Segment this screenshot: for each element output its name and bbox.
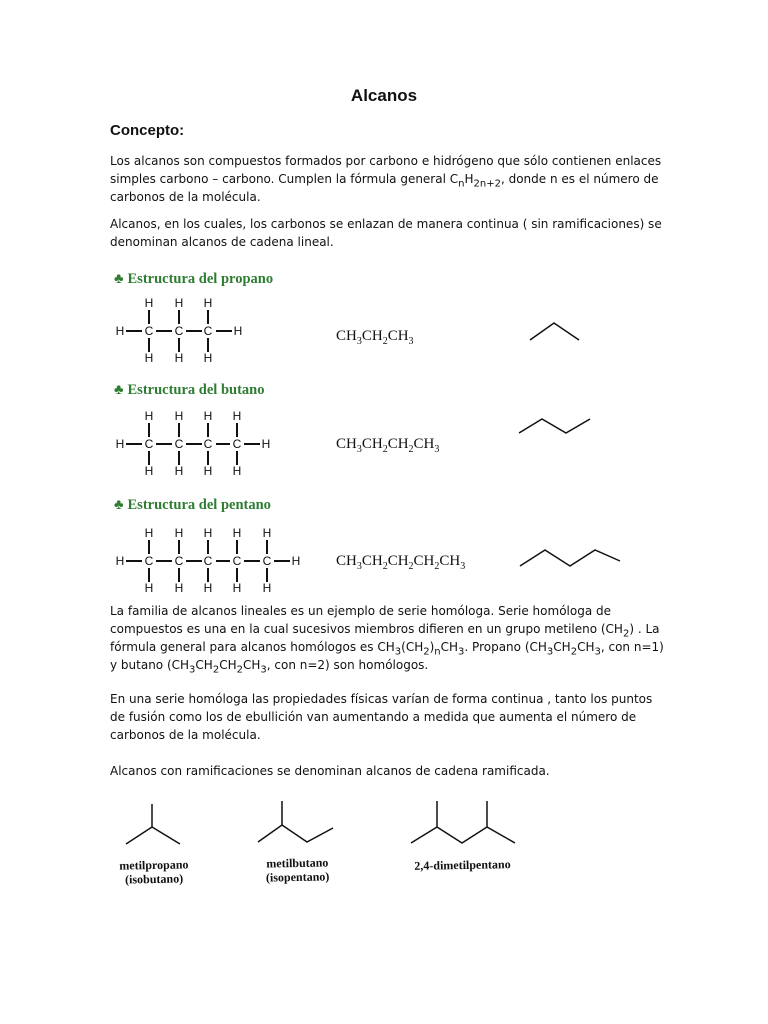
- atom-c: C: [174, 437, 184, 451]
- caption-metilpropano: metilpropano (isobutano): [119, 857, 189, 887]
- atom-c: C: [232, 437, 242, 451]
- atom-c: C: [144, 324, 154, 338]
- atom-h: H: [144, 581, 154, 595]
- skeletal-dimetilpentano: [407, 798, 522, 848]
- atom-c: C: [203, 437, 213, 451]
- atom-h: H: [262, 581, 272, 595]
- atom-c: C: [203, 324, 213, 338]
- formula-pentano: $CH_3CH_2CH_2CH_2CH_3$: [336, 553, 466, 572]
- atom-h: H: [233, 324, 243, 338]
- atom-h: H: [232, 464, 242, 478]
- atom-c: C: [262, 554, 272, 568]
- paragraph-homologous: La familia de alcanos lineales es un ejemplo de serie homóloga. Serie homóloga de compuestos es una en la cual sucesivos miembros difieren en un grupo metileno $(CH_2)$ . La fórmula general para alcanos homólogos es $CH_3(CH_2)_nCH_3$. Propano ($CH_3CH_2CH_3$, con n=1) y butano ($CH_3CH_2CH_2CH_3$, con n=2) son homólogos.: [110, 604, 664, 676]
- atom-c: C: [144, 554, 154, 568]
- atom-h: H: [174, 409, 184, 423]
- atom-h: H: [203, 351, 213, 365]
- atom-h: H: [203, 526, 213, 540]
- skeletal-pentano: [518, 547, 628, 571]
- atom-h: H: [174, 296, 184, 310]
- atom-h: H: [203, 581, 213, 595]
- atom-h: H: [232, 409, 242, 423]
- atom-h: H: [203, 464, 213, 478]
- atom-c: C: [174, 554, 184, 568]
- atom-h: H: [144, 351, 154, 365]
- atom-h: H: [203, 409, 213, 423]
- section-title-pentano: ♣ Estructura del pentano: [114, 497, 271, 513]
- atom-h: H: [115, 437, 125, 451]
- club-icon: ♣: [114, 497, 124, 513]
- skeletal-metilbutano: [255, 798, 340, 848]
- atom-h: H: [115, 554, 125, 568]
- atom-c: C: [144, 437, 154, 451]
- atom-h: H: [174, 351, 184, 365]
- paragraph-branched: Alcanos con ramificaciones se denominan alcanos de cadena ramificada.: [110, 764, 550, 778]
- atom-c: C: [174, 324, 184, 338]
- atom-c: C: [203, 554, 213, 568]
- atom-h: H: [291, 554, 301, 568]
- atom-h: H: [262, 526, 272, 540]
- atom-h: H: [115, 324, 125, 338]
- section-title-propano: ♣ Estructura del propano: [114, 271, 274, 287]
- paragraph-properties: En una serie homóloga las propiedades físicas varían de forma continua , tanto los puntos de fusión como los de ebullición van aumentando a medida que aumenta el número de carbonos de la molécula.: [110, 692, 653, 742]
- caption-dimetilpentano: 2,4-dimetilpentano: [414, 857, 511, 873]
- section-title-butano: ♣ Estructura del butano: [114, 382, 265, 398]
- atom-h: H: [144, 409, 154, 423]
- paragraph-definition: Los alcanos son compuestos formados por carbono e hidrógeno que sólo contienen enlaces simples carbono – carbono. Cumplen la fórmula general $C_nH_{2n+2}$, donde n es el número de carbonos de la molécula.: [110, 154, 662, 204]
- caption-metilbutano: metilbutano (isopentano): [265, 855, 330, 885]
- club-icon: ♣: [114, 382, 124, 398]
- atom-h: H: [203, 296, 213, 310]
- atom-h: H: [174, 464, 184, 478]
- formula-butano: $CH_3CH_2CH_2CH_3$: [336, 436, 440, 455]
- skeletal-propano: [528, 320, 588, 345]
- page-title: Alcanos: [350, 86, 418, 105]
- atom-h: H: [232, 526, 242, 540]
- atom-h: H: [144, 296, 154, 310]
- atom-h: H: [174, 581, 184, 595]
- atom-c: C: [232, 554, 242, 568]
- concept-heading: Concepto:: [110, 122, 185, 139]
- formula-propano: $CH_3CH_2CH_3$: [336, 328, 414, 347]
- atom-h: H: [144, 526, 154, 540]
- atom-h: H: [232, 581, 242, 595]
- structure-propano: [112, 292, 252, 367]
- club-icon: ♣: [114, 271, 124, 287]
- structure-pentano: [112, 522, 312, 597]
- atom-h: H: [144, 464, 154, 478]
- skeletal-metilpropano: [120, 800, 190, 850]
- atom-h: H: [261, 437, 271, 451]
- paragraph-linear: Alcanos, en los cuales, los carbonos se enlazan de manera continua ( sin ramificaciones) se denominan alcanos de cadena lineal.: [110, 217, 662, 249]
- atom-h: H: [174, 526, 184, 540]
- structure-butano: [112, 405, 282, 480]
- skeletal-butano: [517, 416, 597, 440]
